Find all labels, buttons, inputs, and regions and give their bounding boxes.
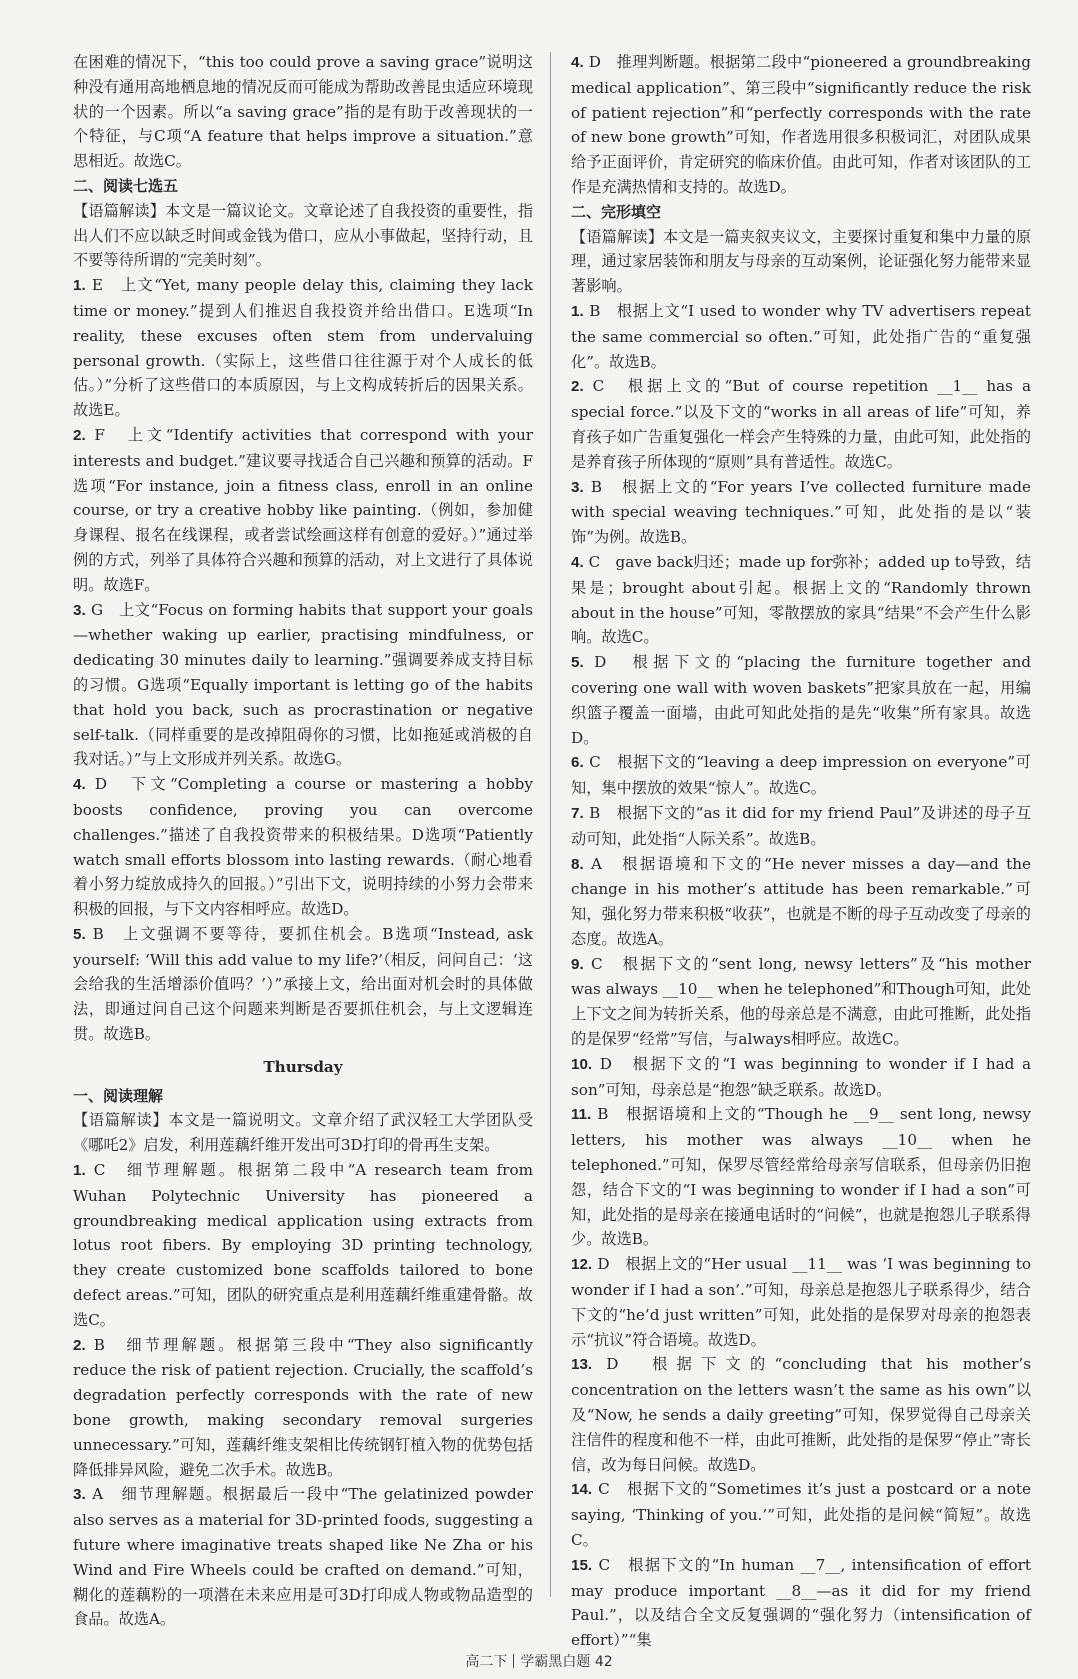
passage-analysis: 【语篇解读】本文是一篇说明文。文章介绍了武汉轻工大学团队受《哪吒2》启发，利用莲藕纤维开发出可3D打印的骨再生支架。 <box>73 1111 533 1155</box>
page-number: 42 <box>594 1654 613 1670</box>
answer-item: 1. B 根据上文“I used to wonder why TV advertisers repeat the same commercial so often.”可知，此处指广告的“重复强化”。故选B。 <box>571 301 1032 371</box>
answer-item: 1. E 上文“Yet, many people delay this, claiming they lack time or money.”提到人们推迟自我投资并给出借口。E选项“In reality, these excuses often stem from undervaluing personal growth.（实际上，这些借口往往源于对个人成长的低估。）”分析了这些借口的本质原因，与上文构成转折后的因果关系。故选E。 <box>73 276 534 420</box>
answer-item: 4. D 推理判断题。根据第二段中“pioneered a groundbreaking medical application”、第三段中“significantly reduce the risk of patient rejection”和“perfectly corresponds with the rate of new bone growth”可知，作者选用很多积极词汇，对团队成果给予正面评价，肯定研究的临床价值。由此可知，作者对该团队的工作是充满热情和支持的。故选D。 <box>571 53 1031 196</box>
left-column <box>73 50 533 1632</box>
answer-item: 9. C 根据下文的“sent long, newsy letters”及“his mother was always __10__ when he telephoned”和Though可知，此处上下文之间为转折关系，他的母亲总是不满意，由此可推断，此处指的是保罗“经常”写信，与always相呼应。故选C。 <box>571 954 1032 1049</box>
answer-item: 7. B 根据下文的“as it did for my friend Paul”及讲述的母子互动可知，此处指“人际关系”。故选B。 <box>571 803 1032 848</box>
answer-item: 14. C 根据下文的“Sometimes it’s just a postcard or a note saying, ‘Thinking of you.’”可知，此处指的是问候“简短”。故选C。 <box>571 1480 1031 1550</box>
footer-separator <box>513 1654 514 1668</box>
passage-analysis: 【语篇解读】本文是一篇夹叙夹议文，主要探讨重复和集中力量的原理，通过家居装饰和朋友与母亲的互动案例，论证强化努力能带来显著影响。 <box>571 227 1031 296</box>
day-heading: Thursday <box>263 1057 343 1076</box>
answer-item: 5. B 上文强调不要等待，要抓住机会。B选项“Instead, ask yourself: ‘Will this add value to my life?’（相反，问问自己：‘这会给我的生活增添价值吗？’）”承接上文，给出面对机会时的具体做法，即通过问自己这个问题来判断是否要抓住机会，与上文逻辑连贯。故选B。 <box>73 924 533 1044</box>
section-heading-cloze: 二、完形填空 <box>571 202 662 221</box>
answer-item: 13. D 根据下文的“concluding that his mother’s concentration on the letters wasn’t the same as his own”以及“Now, he sends a daily greeting”可知，保罗觉得自己母亲关注信件的程度和他不一样，由此可推断，此处指的是保罗“停止”寄长信，改为每日问候。故选D。 <box>571 1355 1032 1474</box>
footer-grade: 高二下 <box>465 1654 508 1670</box>
column-divider <box>550 52 551 1597</box>
answer-item: 2. F 上文“Identify activities that correspond with your interests and budget.”建议要寻找适合自己兴趣和预算的活动。F选项“For instance, join a fitness class, enroll in an online course, or try a creative hobby like painting.（例如，参加健身课程、报名在线课程，或者尝试绘画这样有创意的爱好。）”通过举例的方式，列举了具体符合兴趣和预算的活动，对上文进行了具体说明。故选F。 <box>73 425 533 594</box>
answer-item: 1. C 细节理解题。根据第二段中“A research team from Wuhan Polytechnic University has pioneered a groundbreaking medical application using extracts from lotus root fibers. By employing 3D printing technology, they create customized bone scaffolds tailored to bone defect areas.”可知，团队的研究重点是利用莲藕纤维重建骨骼。故选C。 <box>73 1161 533 1329</box>
answer-item: 3. A 细节理解题。根据最后一段中“The gelatinized powder also serves as a material for 3D-printed foods, suggesting a future where imaginative treats shaped like Ne Zha or his Wind and Fire Wheels could be crafted on demand.”可知，糊化的莲藕粉的一项潜在未来应用是可3D打印成人物或物品造型的食品。故选A。 <box>73 1485 533 1629</box>
page-footer <box>0 1651 1078 1671</box>
answer-item: 11. B 根据语境和上文的“Though he __9__ sent long, newsy letters, his mother was always __10__ when he telephoned.”可知，保罗尽管经常给母亲写信联系，但母亲仍旧抱怨，结合下文的“I was beginning to wonder if I had a son”可知，此处指的是母亲在接通电话时的“问候”，也就是抱怨儿子联系得少。故选B。 <box>571 1105 1032 1249</box>
answer-item: 10. D 根据下文的“I was beginning to wonder if I had a son”可知，母亲总是“抱怨”缺乏联系。故选D。 <box>571 1054 1032 1099</box>
answer-item: 5. D 根据下文的“placing the furniture together and covering one wall with woven baskets”把家具放在一起，用编织篮子覆盖一面墙，由此可知此处指的是先“收集”所有家具。故选D。 <box>571 653 1031 747</box>
section-heading-reading: 一、阅读理解 <box>73 1086 164 1105</box>
footer-book-title: 学霸黑白题 <box>520 1654 591 1670</box>
answer-item: 4. D 下文“Completing a course or mastering a hobby boosts confidence, proving you can overcome challenges.”描述了自我投资带来的积极结果。D选项“Patiently watch small efforts blossom into lasting rewards.（耐心地看着小努力绽放成持久的回报。）”引出下文，说明持续的小努力会带来积极的回报，与下文内容相呼应。故选D。 <box>73 775 533 919</box>
answer-item: 3. G 上文“Focus on forming habits that support your goals—whether waking up earlier, practising mindfulness, or dedicating 30 minutes daily to learning.”强调要养成支持目标的习惯。G选项“Equally important is letting go of the habits that hold you back, such as procrastination or negative self-talk.（同样重要的是改掉阻碍你的习惯，比如拖延或消极的自我对话。）”与上文形成并列关系。故选G。 <box>73 600 533 769</box>
answer-item: 3. B 根据上文的“For years I’ve collected furniture made with special weaving techniques.”可知，此处指的是以“装饰”为例。故选B。 <box>571 477 1031 547</box>
answer-item: 4. C gave back归还；made up for弥补；added up to导致，结果是；brought about引起。根据上文的“Randomly thrown about in the house”可知，零散摆放的家具“结果”不会产生什么影响。故选C。 <box>571 552 1032 647</box>
answer-item: 8. A 根据语境和下文的“He never misses a day—and the change in his mother’s attitude has been remarkable.”可知，强化努力带来积极“收获”，也就是不断的母子互动改变了母亲的态度。故选A。 <box>571 854 1032 948</box>
section-heading-seven-choose-five: 二、阅读七选五 <box>73 176 179 195</box>
answer-item: 12. D 根据上文的“Her usual __11__ was ‘I was beginning to wonder if I had a son’.”可知，母亲总是抱怨儿子联系得少，结合下文的“he’d just written”可知，此处指的是保罗对母亲的抱怨表示“抗议”符合语境。故选D。 <box>571 1255 1032 1349</box>
passage-analysis: 【语篇解读】本文是一篇议论文。文章论述了自我投资的重要性，指出人们不应以缺乏时间或金钱为借口，应从小事做起，坚持行动，且不要等待所谓的“完美时刻”。 <box>73 201 533 270</box>
answer-item: 15. C 根据下文的“In human __7__, intensification of effort may produce important __8__—as it did for my friend Paul.”，以及结合全文反复强调的“强化努力（intensification of effort）”“集 <box>571 1555 1032 1650</box>
continuation-paragraph: 在困难的情况下，“this too could prove a saving grace”说明这种没有通用高地栖息地的情况反而可能成为帮助改善昆虫适应环境现状的一个因素。所以“a saving grace”指的是有助于改善现状的一个特征，与C项“A feature that helps improve a situation.”意思相近。故选C。 <box>73 53 533 171</box>
answer-item: 6. C 根据下文的“leaving a deep impression on everyone”可知，集中摆放的效果“惊人”。故选C。 <box>571 753 1031 798</box>
answer-item: 2. B 细节理解题。根据第三段中“They also significantly reduce the risk of patient rejection. Crucially, the scaffold’s degradation perfectly corresponds with the rate of new bone growth, making secondary removal surgeries unnecessary.”可知，莲藕纤维支架相比传统钢钉植入物的优势包括降低排异风险，避免二次手术。故选B。 <box>73 1335 534 1479</box>
right-column <box>571 50 1031 1653</box>
answer-item: 2. C 根据上文的“But of course repetition __1__ has a special force.”以及下文的“works in all areas of life”可知，养育孩子如广告重复强化一样会产生特殊的力量，由此可知，此处指的是养育孩子所体现的“原则”具有普适性。故选C。 <box>571 377 1032 471</box>
